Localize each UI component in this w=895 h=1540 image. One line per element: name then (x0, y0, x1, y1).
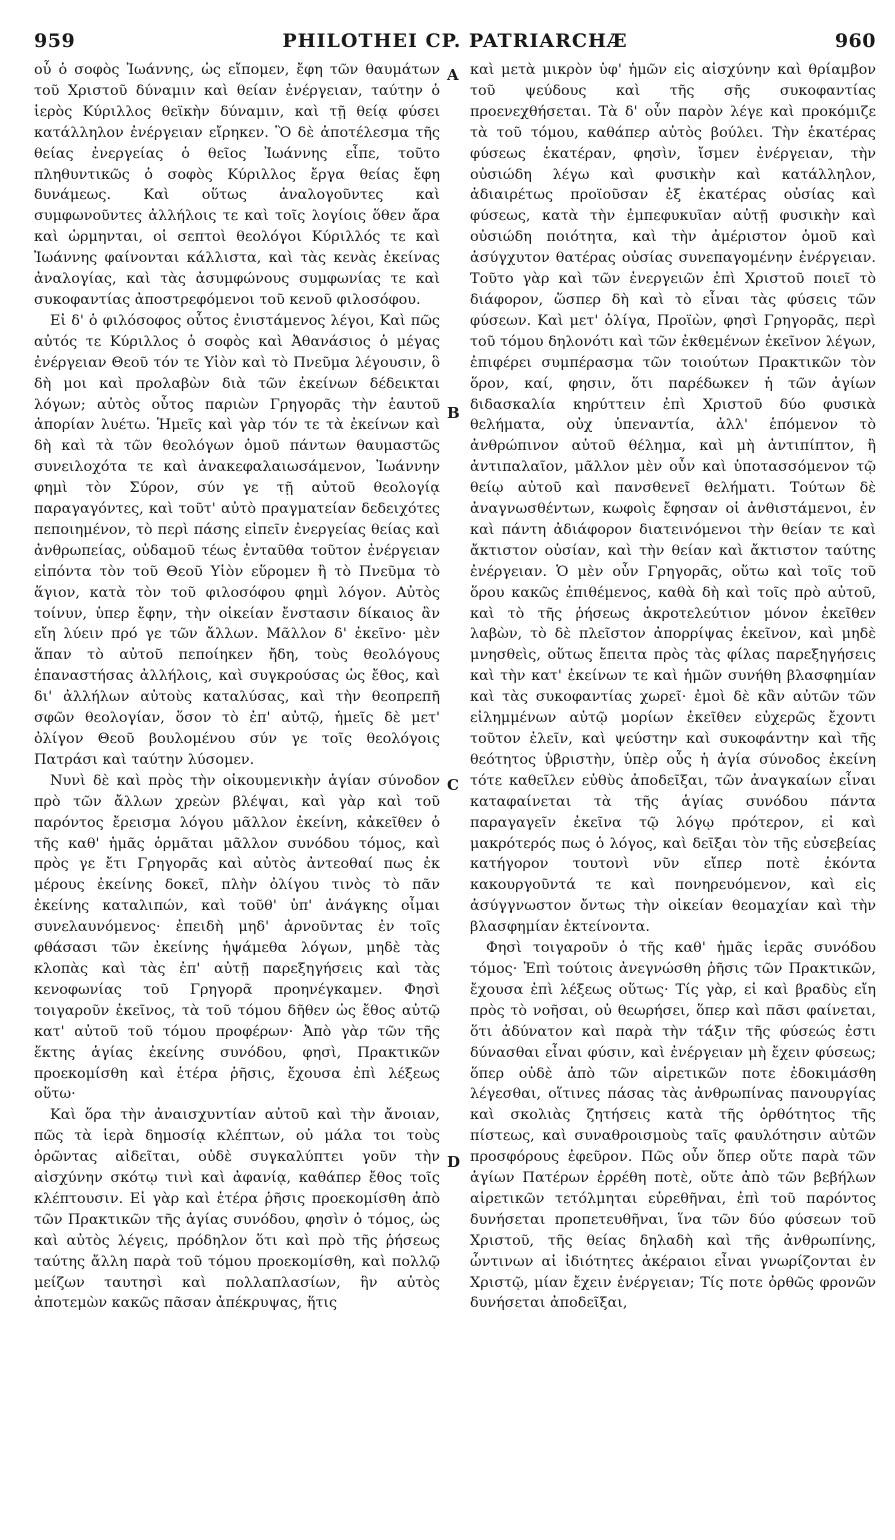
margin-letter-a: A (447, 66, 459, 84)
paragraph: Φησὶ τοιγαροῦν ὁ τῆς καθ' ἡμᾶς ἱερᾶς συνόδου τόμος· Ἐπὶ τούτοις ἀνεγνώσθη ῥῆσις τῶν Πρακτικῶν, ἔχουσα ἐπὶ λέξεως οὕτως· Τίς γὰρ, εἰ καὶ βραδὺς εἴη πρὸς τὸ νοῆσαι, οὐ θεωρήσει, ὅπερ καὶ πᾶσι φαίνεται, ὅτι ἀδύνατον καὶ παρὰ τὴν τάξιν τῆς φύσεώς ἐστι δύνασθαι εἶναι φύσιν, καὶ ἐνέργειαν μὴ ἔχειν φύσεως; ὅπερ οὐδὲ ἀπὸ τῶν αἱρετικῶν ποτε ἐδοκιμάσθη λέγεσθαι, οἵτινες πάσας τὰς ἀνθρωπίνας πανουργίας καὶ σκολιὰς ζητήσεις κατὰ τῆς ὀρθότητος τῆς πίστεως, καὶ συναθροισμοὺς ταῖς φαυλότησιν αὐτῶν προσφόρους ἐφεῦρον. Πῶς οὖν ὅπερ οὔτε παρὰ τῶν ἁγίων Πατέρων ἐρρέθη ποτὲ, οὔτε ἀπὸ τῶν βεβήλων αἱρετικῶν τετόλμηται εὑρεθῆναι, ἐπὶ τοῦ παρόντος δυνήσεται προπετευθῆναι, ἵνα τῶν δύο φύσεων τοῦ Χριστοῦ, τῆς θείας δηλαδὴ καὶ τῆς ἀνθρωπίνης, ὧντινων αἱ ἰδιότητες ἀκέραιοι εἶναι γνωρίζονται ἐν Χριστῷ, μίαν ἔχειν ἐνέργειαν; Τίς ποτε ὀρθῶς φρονῶν δυνήσεται ἀποδεῖξαι, (470, 940, 876, 1312)
paragraph: οὗ ὁ σοφὸς Ἰωάννης, ὡς εἴπομεν, ἔφη τῶν θαυμάτων τοῦ Χριστοῦ δύναμιν καὶ θείαν ἐνέργειαν, ταύτην ὁ ἱερὸς Κύριλλος θεϊκὴν δύναμιν, καὶ τῇ θείᾳ φύσει κατάλληλον ἐνέργειαν εἴρηκεν. Ὃ δὲ ἀποτέλεσμα τῆς θείας ἐνεργείας ὁ θεῖος Ἰωάννης εἶπε, τοῦτο πληθυντικῶς ὁ σοφὸς Κύριλλος ἔργα θείας ἔφη δυνάμεως. Καὶ οὕτως ἀναλογοῦντες καὶ συμφωνοῦντες ἀλλήλοις τε καὶ τοῖς λογίοις ὅθεν ἄρα καὶ ὡρμηνται, οἱ σεπτοὶ θεολόγοι Κύριλλός τε καὶ Ἰωάννης φαίνονται κάλλιστα, καὶ τὰς κενὰς ἐκείνας ἀναλογίας, καὶ τὰς ἀσυμφώνους συμφωνίας τε καὶ συκοφαντίας ἀποστρεφόμενοι τοῦ κενοῦ φιλοσόφου. (34, 62, 440, 308)
paragraph: Νυνὶ δὲ καὶ πρὸς τὴν οἰκουμενικὴν ἁγίαν σύνοδον πρὸ τῶν ἄλλων χρεὼν βλέψαι, καὶ γὰρ καὶ τοῦ παρόντος ἔρεισμα λόγου μᾶλλον ἐκείνη, κἀκεῖθεν ὁ τῆς καθ' ἡμᾶς ὁρμᾶται μᾶλλον συνόδου τόμος, καὶ πρὸς γε ἔτι Γρηγορᾶς καὶ αὐτὸς ἀντεοθαί πως ἐκ μέρους ἐκείνης δοκεῖ, πλὴν ὀλίγου τινὸς τὸ πᾶν ἐκείνης καταλιπών, καὶ τοῦθ' ὑπ' ἀνάγκης οἶμαι συνελαυνόμενος· ἐπειδὴ μηδ' ἀρνοῦντας ἐν τοῖς φθάσασι τῶν ἐκείνης ἡψάμεθα λόγων, μηδὲ τὰς κλοπὰς καὶ τὰς ἐπ' αὐτῇ παρεξηγήσεις καὶ τὰς κενοφωνίας τοῦ Γρηγορᾶ προηνέγκαμεν. Φησὶ τοιγαροῦν ἐκεῖνος, τὰ τοῦ τόμου δῆθεν ὡς ἔθος αὐτῷ κατ' αὐτοῦ τοῦ τόμου προφέρων· Ἀπὸ γὰρ τῶν τῆς ἕκτης ἁγίας ἐκείνης συνόδου, φησὶ, Πρακτικῶν προεκομίσθη καὶ ἑτέρα ῥῆσις, ἔχουσα ἐπὶ λέξεως οὕτω· (34, 772, 440, 1103)
paragraph: καὶ μετὰ μικρὸν ὑφ' ἡμῶν εἰς αἰσχύνην καὶ θρίαμβον τοῦ ψεύδους καὶ τῆς σῆς συκοφαντίας προενεχθήσεται. Τὰ δ' οὖν παρὸν λέγε καὶ προκόμιζε τὰ τοῦ τόμου, καθάπερ αὐτὸς βούλει. Τὴν ἑκατέρας φύσεως ἑκατέραν, φησὶν, ἴσμεν ἐνέργειαν, τὴν οὐσιώδη λέγω καὶ φυσικὴν καὶ κατάλληλον, ἀδιαιρέτως προϊοῦσαν ἐξ ἑκατέρας οὐσίας καὶ φύσεως, κατὰ τὴν ἐμπεφυκυῖαν αὐτῇ φυσικὴν καὶ οὐσιώδη ποιότητα, καὶ τὴν ἀμέριστον ὁμοῦ καὶ ἀσύγχυτον θατέρας οὐσίας συνεπαγομένην ἐνέργειαν. Τοῦτο γὰρ καὶ τῶν ἐνεργειῶν ἐπὶ Χριστοῦ ποιεῖ τὸ διάφορον, ὥσπερ δὴ καὶ τὸ εἶναι τὰς φύσεις τῶν φύσεων. Καὶ μετ' ὀλίγα, Προϊὼν, φησὶ Γρηγορᾶς, περὶ τοῦ τόμου δηλονότι καὶ τῶν ἐκθεμένων ἐκεῖνον λέγων, ἐπιφέρει συμπέρασμα τῶν τοιούτων Πρακτικῶν τὸν ὅρον, καί, φησιν, ὅτι παρέδωκεν ἡ τῶν ἁγίων διδασκαλία κηρύττειν ἐπὶ Χριστοῦ δύο φυσικὰ θελήματα, οὐχ ὑπεναντία, ἀλλ' ἑπόμενον τὸ ἀνθρώπινον αὐτοῦ θέλημα, καὶ μὴ ἀντιπίπτον, ἢ ἀντιπαλαῖον, μᾶλλον μὲν οὖν καὶ ὑποτασσόμενον τῷ θείῳ αὐτοῦ καὶ πανσθενεῖ θελήματι. Τούτων δὲ ἀναγνωσθέντων, κωφοὶς ἔφησαν οἱ ἀνθιστάμενοι, ἐν καὶ πάντη ἀδιάφορον διατεινόμενοι τὴν θείαν τε καὶ ἄκτιστον οὐσίαν, καὶ τὴν θείαν καὶ ἄκτιστον ταύτης ἐνέργειαν. Ὁ μὲν οὖν Γρηγορᾶς, οὕτω καὶ τοῖς τοῦ ὅρου κακῶς ἐπιθέμενος, καθὰ δὴ καὶ τοῖς πρὸ αὐτοῦ, καὶ τὸ τῆς ῥήσεως ἀκροτελεύτιον μόνον ἐκεῖθεν λαβὼν, τὸ δὲ πλεῖστον ἀπορρίψας ἐκεῖνον, καὶ μηδὲ μνησθεὶς, οὕτως ἔπειτα πρὸς τὰς φίλας παρεξηγήσεις καὶ τὴν κατ' ἐκείνων τε καὶ ἡμῶν συνήθη βλασφημίαν καὶ τὰς συκοφαντίας χωρεῖ· ἐμοὶ δὲ κἂν αὐτῶν τῶν εἰλημμένων αὐτῷ μορίων ἐκεῖθεν εὐχερῶς ἔχοντι τοῦτον ἐλεῖν, καὶ ψεύστην καὶ συκοφάντην καὶ τῆς θεότητος ὑβριστὴν, ὑπὲρ οὗς ἡ ἁγία σύνοδος ἐκείνη τότε καθεῖλεν εὐθὺς ἀποδεῖξαι, τῶν ἀναγκαίων εἶναι καταφαίνεται τὰ τῆς ἁγίας συνόδου πάντα παραγαγεῖν ἐκεῖνα τῷ λόγῳ πρότερον, εἰ καὶ μακρότερός πως ὁ λόγος, καὶ δεῖξαι τὸν τῆς εὐσεβείας κατήγορον τουτονὶ νῦν εἴπερ ποτὲ ἑκόντα κακουργοῦντά τε καὶ πονηρευόμενον, καὶ εἰς ἀσύγγνωστον ὄντως τὴν οἰκείαν θεομαχίαν καὶ τὴν βλασφημίαν ἐκτείνοντα. (470, 62, 876, 936)
margin-letter-c: C (447, 776, 459, 794)
left-column (34, 60, 440, 1530)
paragraph: Εἰ δ' ὁ φιλόσοφος οὗτος ἐνιστάμενος λέγοι, Καὶ πῶς αὐτός τε Κύριλλος ὁ σοφὸς καὶ Ἀθανάσιος ὁ μέγας ἐνέργειαν Θεοῦ τόν τε Υἱὸν καὶ τὸ Πνεῦμα λέγουσιν, ὃ δὴ μοι καὶ προλαβὼν διὰ τῶν ἐκείνων δέδεικται λόγων; αὐτὸς οὗτος παριὼν Γρηγορᾶς τὴν ἑαυτοῦ ἀπορίαν λυέτω. Ἡμεῖς καὶ γὰρ τόν τε τὰ ἐκείνων καὶ δὴ καὶ τὰ τῶν θεολόγων ὁμοῦ πάντων θαυμαστῶς συνειλοχότα τε καὶ ἀνακεφαλαιωσάμενον, Ἰωάννην φημὶ τὸν Σύρον, σύν γε τῇ αὐτοῦ θεολογίᾳ παραγαγόντες, καὶ τοῦτ' αὐτὸ πραγματείαν δεδειχότες πεποιημένον, τὸ περὶ πάσης εἰπεῖν ἐνεργείας θείας καὶ ἀνθρωπείας, οὐδαμοῦ τέως ἐνταῦθα τοῦτον ἐνέργειαν εἰπόντα τὸν τοῦ Θεοῦ Υἱὸν εὕρομεν ἢ τὸ Πνεῦμα τὸ ἅγιον, κατὰ τὸν τοῦ φιλοσόφου φημὶ λόγον. Αὐτὸς τοίνυν, ὑπερ ἔφην, τὴν οἰκείαν ἔνστασιν δίκαιος ἂν εἴη λύειν πρό γε τῶν ἄλλων. Μᾶλλον δ' ἐκεῖνο· μὲν ἅπαν τὸ αὐτοῦ πεποίηκεν ἤδη, τοὺς θεολόγους ἐπαναστήσας ἀλλήλοις, καὶ συγκρούσας ὡς ἔθος, καὶ δι' ἀλλήλων αὐτοὺς καταλύσας, καὶ τὴν θεοπρεπῆ σφῶν θεολογίαν, ὅσον τὸ ἐπ' αὐτῷ, ἡμεῖς δὲ μετ' ὀλίγον Θεοῦ βουλομένου σύν γε τοῖς θεολόγοις Πατράσι καὶ ταύτην λύσομεν. (34, 312, 440, 768)
page-number-right: 960 (834, 30, 876, 52)
running-title: PHILOTHEI CP. PATRIARCHÆ (282, 30, 628, 52)
page-number-left: 959 (34, 30, 76, 52)
paragraph: Καὶ ὅρα τὴν ἀναισχυντίαν αὐτοῦ καὶ τὴν ἄνοιαν, πῶς τὰ ἱερὰ δημοσίᾳ κλέπτων, οὐ μάλα τοι τοὺς ὁρῶντας αἰδεῖται, οὐδὲ συγκαλύπτει γοῦν τὴν αἰσχύνην σκότῳ τινὶ καὶ ἀφανίᾳ, καθάπερ ἔθος τοῖς κλέπτουσιν. Εἰ γὰρ καὶ ἑτέρα ῥῆσις προεκομίσθη ἀπὸ τῶν Πρακτικῶν τῆς ἁγίας συνόδου, φησὶν ὁ τόμος, ὡς καὶ αὐτὸς λέγεις, πρόδηλον ὅτι καὶ πρὸ τῆς ῥήσεως ταύτης ἄλλη παρὰ τοῦ τόμου προεκομίσθη, καὶ πολλῷ μείζων ταυτησὶ καὶ πολλαπλασίων, ἣν αὐτὸς ἀποτεμὼν κακῶς πᾶσαν ἀπέκρυψας, ἥτις (34, 1107, 440, 1312)
right-column (470, 60, 876, 1530)
page-header (34, 30, 876, 56)
margin-letter-d: D (447, 1153, 461, 1171)
margin-letter-b: B (447, 404, 460, 422)
